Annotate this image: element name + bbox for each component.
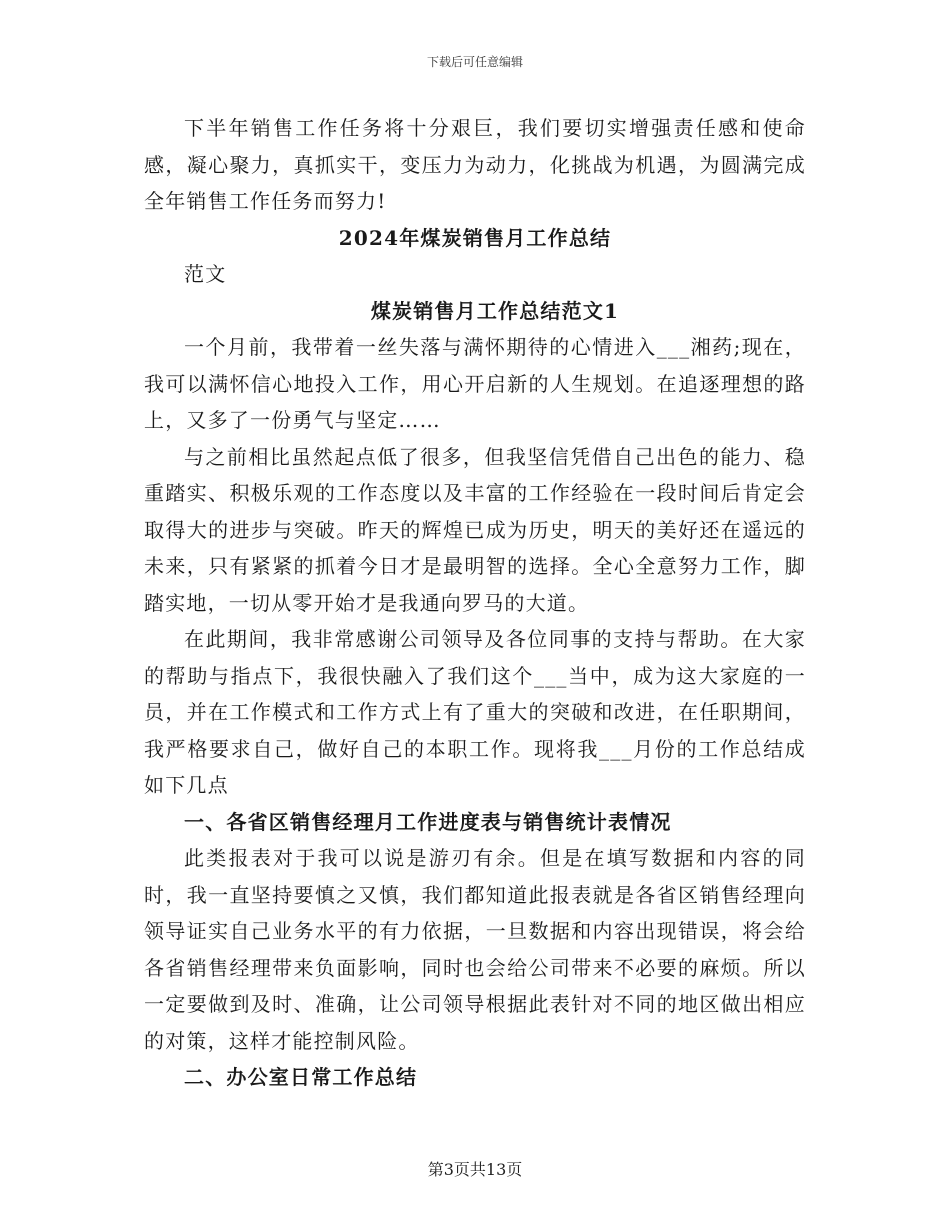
paragraph: 一个月前，我带着一丝失落与满怀期待的心情进入___湘药;现在，我可以满怀信心地投入工作，用心开启新的人生规划。在追逐理想的路上，又多了一份勇气与坚定…… (144, 335, 806, 432)
document-body (144, 110, 806, 1096)
document-title: 2024年煤炭销售月工作总结 (338, 225, 612, 250)
section-heading: 一、各省区销售经理月工作进度表与销售统计表情况 (184, 809, 672, 834)
document-title-suffix: 范文 (184, 262, 227, 286)
paragraph: 与之前相比虽然起点低了很多，但我坚信凭借自己出色的能力、稳重踏实、积极乐观的工作态度以及丰富的工作经验在一段时间后肯定会取得大的进步与突破。昨天的辉煌已成为历史，明天的美好还在遥远的未来，只有紧紧的抓着今日才是最明智的选择。全心全意努力工作，脚踏实地，一切从零开始才是我通向罗马的大道。 (144, 444, 806, 615)
paragraph-intro: 下半年销售工作任务将十分艰巨，我们要切实增强责任感和使命感，凝心聚力，真抓实干，变压力为动力，化挑战为机遇，为圆满完成全年销售工作任务而努力! (144, 116, 806, 213)
page-header-note: 下载后可任意编辑 (426, 55, 523, 69)
section-title: 煤炭销售月工作总结范文1 (370, 298, 620, 323)
page-number: 第3页共13页 (427, 1160, 523, 1179)
section-heading: 二、办公室日常工作总结 (184, 1065, 418, 1089)
paragraph: 在此期间，我非常感谢公司领导及各位同事的支持与帮助。在大家的帮助与指点下，我很快融入了我们这个___当中，成为这大家庭的一员，并在工作模式和工作方式上有了重大的突破和改进，在任职期间，我严格要求自己，做好自己的本职工作。现将我___月份的工作总结成如下几点 (144, 627, 806, 797)
paragraph: 此类报表对于我可以说是游刃有余。但是在填写数据和内容的同时，我一直坚持要慎之又慎，我们都知道此报表就是各省区销售经理向领导证实自己业务水平的有力依据，一旦数据和内容出现错误，将会给各省销售经理带来负面影响，同时也会给公司带来不必要的麻烦。所以一定要做到及时、准确，让公司领导根据此表针对不同的地区做出相应的对策，这样才能控制风险。 (144, 846, 806, 1053)
